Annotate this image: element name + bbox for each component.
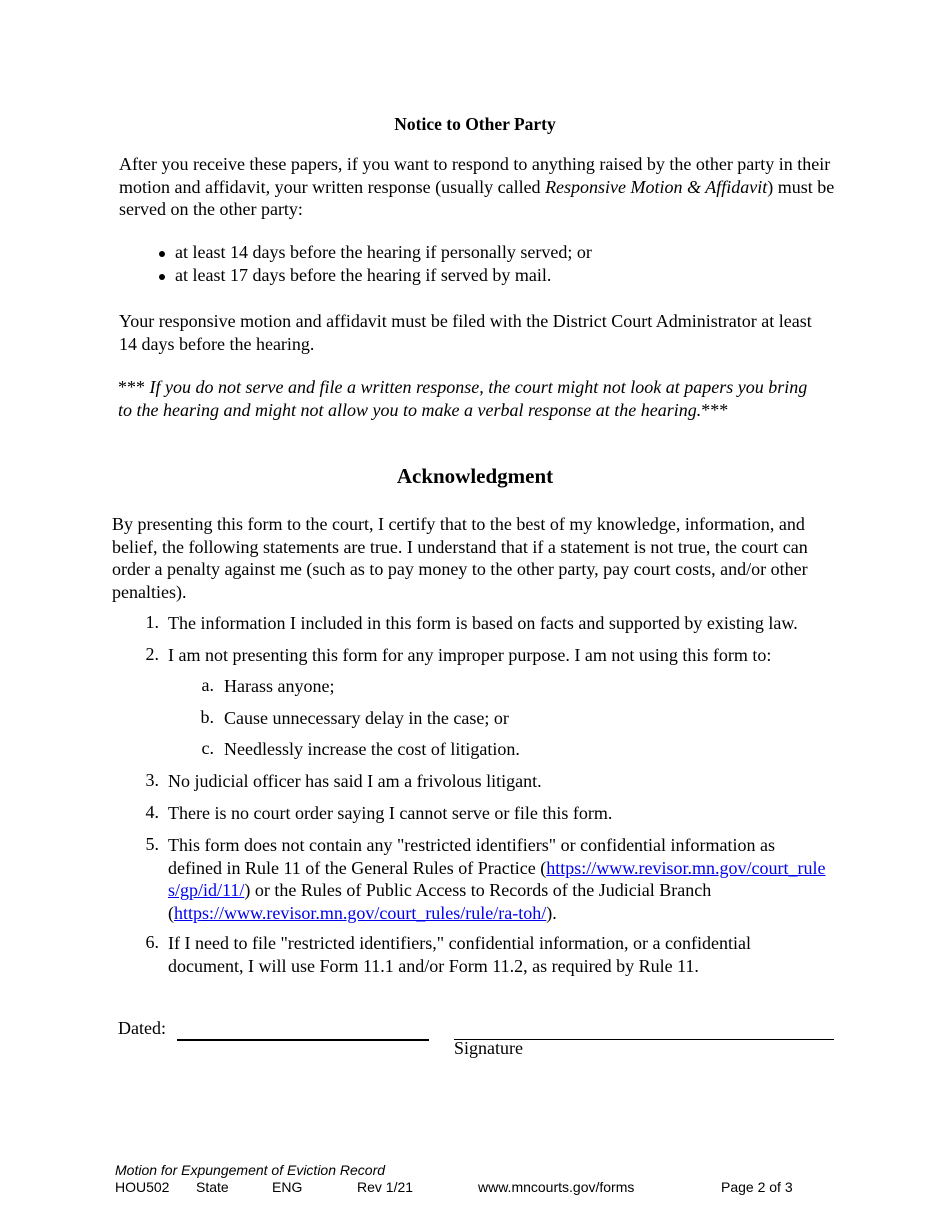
footer-state: State — [196, 1179, 229, 1195]
sublist-item: Cause unnecessary delay in the case; or — [224, 708, 509, 728]
sublist-letter: a. — [201, 675, 214, 695]
footer-page-number: Page 2 of 3 — [721, 1179, 793, 1195]
notice-paragraph-2: Your responsive motion and affidavit must be filed with the District Court Administrator at least 14 days before the hearing. — [119, 311, 812, 354]
footer-form-code: HOU502 — [115, 1179, 170, 1195]
signature-label: Signature — [454, 1038, 523, 1058]
list-number: 5. — [145, 834, 159, 854]
public-access-rules-link[interactable]: https://www.revisor.mn.gov/court_rules/rule/ra-toh/ — [174, 902, 547, 923]
notice-title: Notice to Other Party — [394, 114, 556, 134]
rule-11-link[interactable]: https://www.revisor.mn.gov/court_rules/gp/id/11/ — [168, 857, 826, 900]
list-item: This form does not contain any "restricted identifiers" or confidential information as defined in Rule 11 of the General Rules of Practice (https://www.revisor.mn.gov/court_rules/gp/id/11/) or the Rules of Public Access to Records of the Judicial Branch (https://www.revisor.mn.gov/court_rules/rule/ra-toh/). — [168, 835, 826, 923]
acknowledgment-intro: By presenting this form to the court, I certify that to the best of my knowledge, information, and belief, the following statements are true. I understand that if a statement is not true, the court can order a penalty against me (such as to pay money to the other party, pay court costs, and/or other penalties). — [112, 514, 808, 602]
bullet-icon — [159, 251, 165, 257]
footer-url: www.mncourts.gov/forms — [478, 1179, 635, 1195]
footer-language: ENG — [272, 1179, 303, 1195]
notice-paragraph-1: After you receive these papers, if you want to respond to anything raised by the other party in their motion and affidavit, your written response (usually called Responsive Motion & Affidavit) must be served on the other party: — [119, 154, 835, 219]
list-item: No judicial officer has said I am a frivolous litigant. — [168, 771, 542, 791]
acknowledgment-title: Acknowledgment — [396, 464, 554, 488]
sublist-item: Needlessly increase the cost of litigation. — [224, 739, 520, 759]
list-item: If I need to file "restricted identifiers," confidential information, or a confidential document, I will use Form 11.1 and/or Form 11.2, as required by Rule 11. — [168, 933, 751, 976]
list-item: There is no court order saying I cannot serve or file this form. — [168, 803, 613, 823]
list-number: 2. — [145, 644, 159, 664]
list-number: 4. — [145, 802, 159, 822]
bullet-icon — [159, 274, 165, 280]
sublist-item: Harass anyone; — [224, 676, 335, 696]
list-number: 1. — [145, 612, 159, 632]
list-number: 6. — [145, 932, 159, 952]
list-item: The information I included in this form is based on facts and supported by existing law. — [168, 613, 798, 633]
sublist-letter: c. — [201, 738, 214, 758]
warning-paragraph: *** If you do not serve and file a written response, the court might not look at papers you bring to the hearing and might not allow you to make a verbal response at the hearing.*** — [118, 377, 808, 420]
list-number: 3. — [145, 770, 159, 790]
list-item: I am not presenting this form for any improper purpose. I am not using this form to: — [168, 645, 772, 665]
sublist-letter: b. — [200, 707, 214, 727]
date-line[interactable] — [177, 1039, 429, 1041]
footer-form-title: Motion for Expungement of Eviction Record — [115, 1162, 386, 1178]
footer-revision: Rev 1/21 — [357, 1179, 414, 1195]
dated-label: Dated: — [118, 1018, 166, 1038]
